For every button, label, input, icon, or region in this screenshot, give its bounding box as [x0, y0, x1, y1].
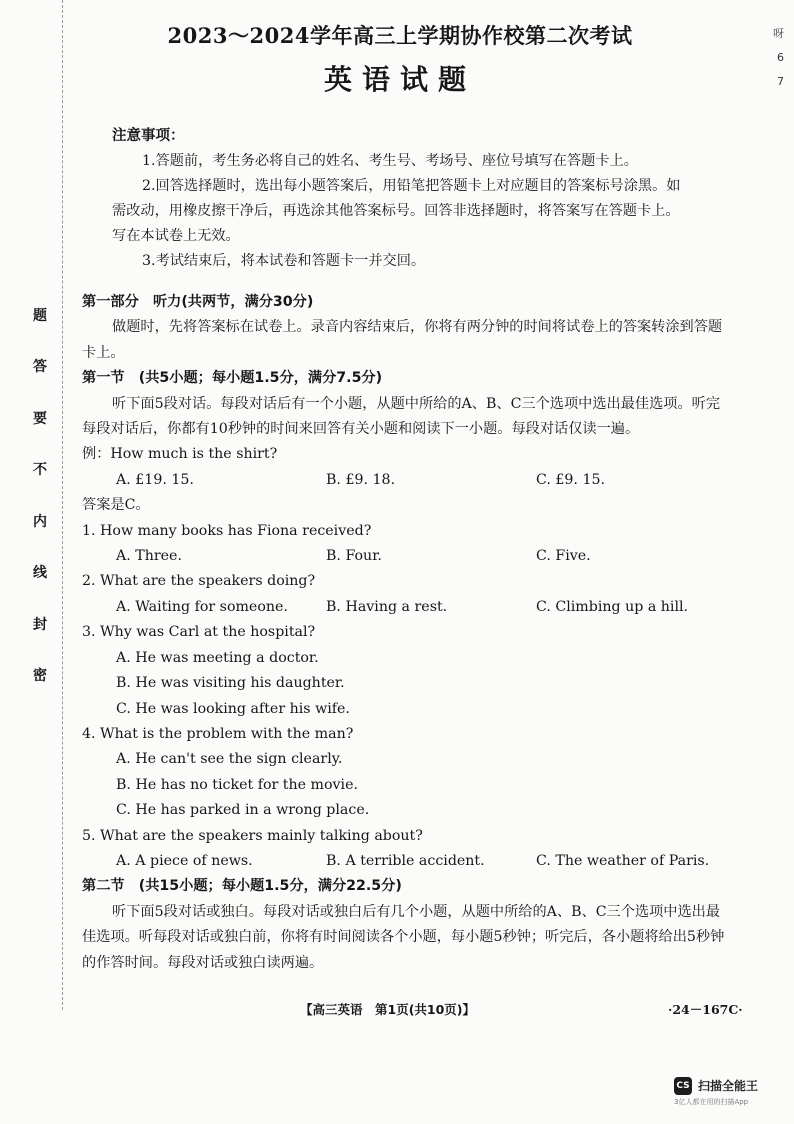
- exam-title: 2023～2024学年高三上学期协作校第二次考试: [167, 23, 633, 48]
- edge-mark: 呀: [773, 27, 784, 40]
- option: A. £19. 15.: [116, 471, 194, 488]
- option: A. Waiting for someone.: [116, 598, 288, 615]
- option: A. A piece of news.: [116, 852, 253, 869]
- camscanner-logo-icon: CS: [674, 1077, 692, 1095]
- binding-char: 内: [33, 513, 47, 530]
- option: B. He has no ticket for the movie.: [116, 776, 358, 793]
- binding-margin-text: [30, 305, 50, 685]
- binding-char: 封: [33, 616, 47, 633]
- section-intro: 听下面5段对话或独白。每段对话或独白后有几个小题，从题中所给的A、B、C三个选项中选出最佳选项。听每段对话或独白前，你将有时间阅读各个小题，每小题5秒钟；听完后，各小题将给出5秒钟的作答时间。每段对话或独白读两遍。: [82, 903, 725, 971]
- binding-char: 题: [33, 308, 47, 324]
- binding-char: 线: [33, 565, 47, 582]
- option: B. £9. 18.: [326, 471, 396, 488]
- right-edge-marks: [754, 22, 784, 94]
- option: C. He was looking after his wife.: [116, 700, 350, 717]
- option: B. A terrible accident.: [326, 852, 485, 869]
- listening-part: [82, 290, 732, 976]
- edge-mark: 7: [777, 75, 784, 88]
- example-answer: 答案是C。: [82, 497, 150, 514]
- page-footer: 【高三英语 第1页(共10页)】: [300, 1002, 476, 1017]
- subject-title: 英语试题: [323, 63, 476, 96]
- notice-heading: 注意事项：: [112, 128, 185, 144]
- example-options: [82, 468, 732, 493]
- part-intro: 做题时，先将答案标在试卷上。录音内容结束后，你将有两分钟的时间将试卷上的答案转涂到答题卡上。: [82, 319, 723, 361]
- question-4: 4. What is the problem with the man?: [82, 725, 354, 742]
- question-2-options: [82, 595, 732, 620]
- question-3: 3. Why was Carl at the hospital?: [82, 624, 316, 641]
- exam-code: ·24－167C·: [668, 1002, 743, 1017]
- option: B. Four.: [326, 548, 382, 565]
- option: C. Climbing up a hill.: [536, 598, 689, 615]
- notice-section: [112, 124, 692, 274]
- binding-char: 不: [33, 462, 47, 479]
- option: A. He was meeting a doctor.: [116, 649, 319, 666]
- watermark-name: 扫描全能王: [698, 1079, 759, 1093]
- question-5: 5. What are the speakers mainly talking about?: [82, 827, 423, 844]
- option: C. £9. 15.: [536, 471, 606, 488]
- question-2: 2. What are the speakers doing?: [82, 573, 316, 590]
- section-heading: 第一节 (共5小题；每小题1.5分，满分7.5分): [82, 370, 383, 387]
- example-question: 例：How much is the shirt?: [82, 446, 278, 463]
- scanner-watermark: [674, 1075, 784, 1109]
- binding-char: 答: [33, 359, 47, 376]
- option: A. Three.: [116, 548, 182, 565]
- notice-item: 2.回答选择题时，选出每小题答案后，用铅笔把答题卡上对应题目的答案标号涂黑。如需改动，用橡皮擦干净后，再选涂其他答案标号。回答非选择题时，将答案写在答题卡上。写在本试卷上无效。: [112, 178, 681, 244]
- binding-char: 要: [33, 410, 47, 427]
- watermark-subtitle: 3亿人都在用的扫描App: [674, 1098, 749, 1106]
- option: C. He has parked in a wrong place.: [116, 802, 370, 819]
- notice-item: 3.考试结束后，将本试卷和答题卡一并交回。: [142, 253, 426, 269]
- edge-mark: 6: [777, 51, 784, 64]
- option: A. He can't see the sign clearly.: [116, 751, 343, 768]
- option: B. He was visiting his daughter.: [116, 675, 345, 692]
- section-intro: 听下面5段对话。每段对话后有一个小题，从题中所给的A、B、C三个选项中选出最佳选项。听完每段对话后，你都有10秒钟的时间来回答有关小题和阅读下一小题。每段对话仅读一遍。: [82, 395, 721, 438]
- section-heading: 第二节 (共15小题；每小题1.5分，满分22.5分): [82, 878, 402, 895]
- question-1: 1. How many books has Fiona received?: [82, 522, 372, 539]
- option: C. Five.: [536, 548, 591, 565]
- question-1-options: [82, 544, 732, 569]
- binding-dashed-line: [62, 0, 63, 1010]
- part-heading: 第一部分 听力(共两节，满分30分): [82, 294, 314, 310]
- option: C. The weather of Paris.: [536, 852, 710, 869]
- option: B. Having a rest.: [326, 598, 448, 615]
- binding-char: 密: [33, 667, 47, 684]
- notice-item: 1.答题前，考生务必将自己的姓名、考生号、考场号、座位号填写在答题卡上。: [142, 153, 638, 169]
- question-5-options: [82, 849, 732, 874]
